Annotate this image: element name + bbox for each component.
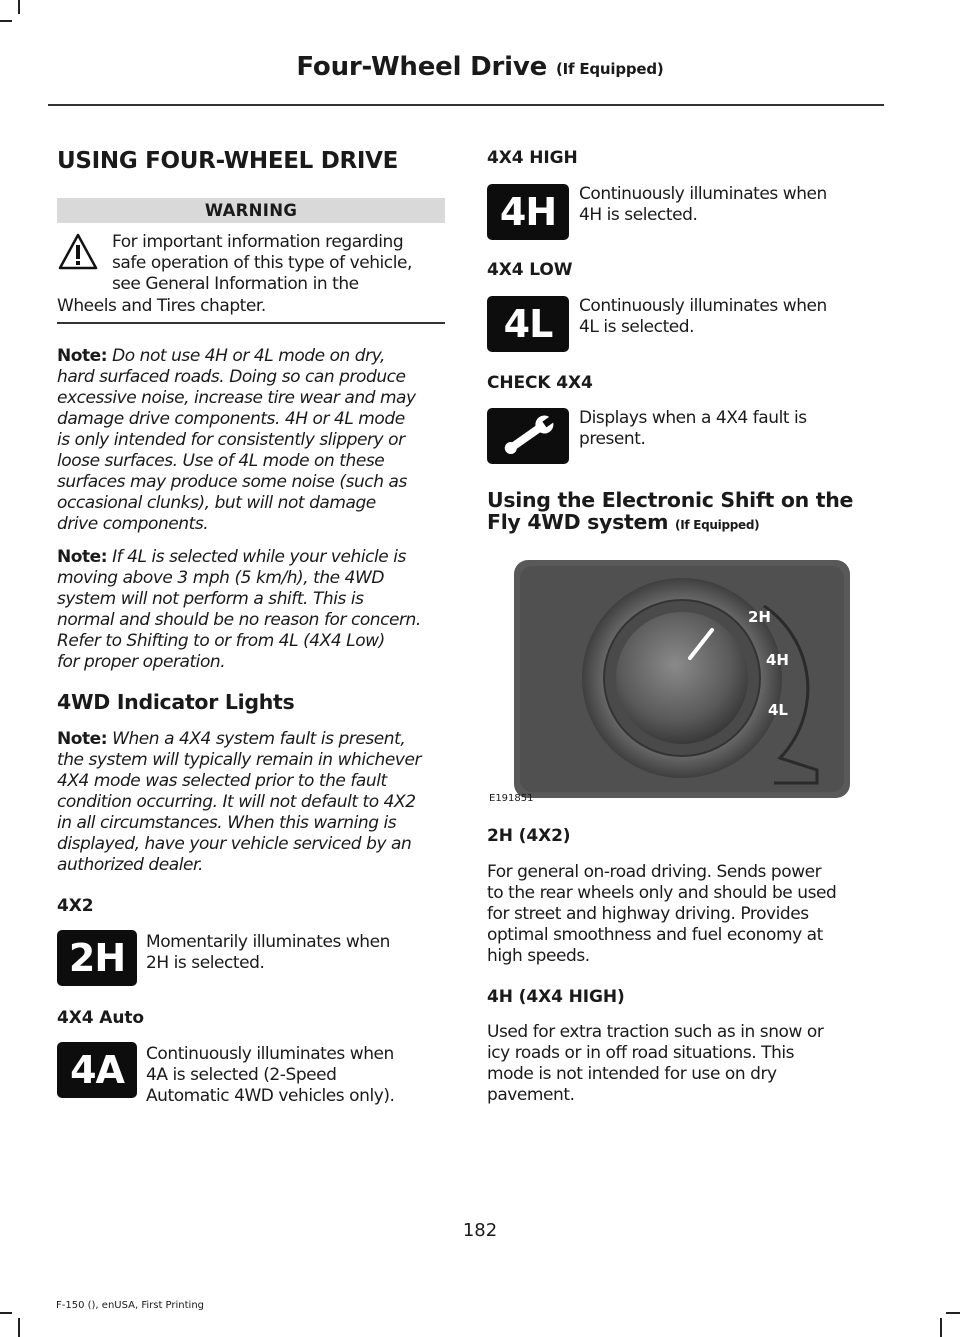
note-line: occasional clunks), but will not damage (57, 493, 376, 513)
mode-2h-heading: 2H (4X2) (487, 826, 571, 846)
mode-2h-line: high speeds. (487, 946, 590, 966)
indicator-4x4high-heading: 4X4 HIGH (487, 148, 578, 168)
header-title-suffix: (If Equipped) (555, 60, 664, 78)
note-line: damage drive components. 4H or 4L mode (57, 409, 405, 429)
mode-2h-line: optimal smoothness and fuel economy at (487, 925, 823, 945)
note-line: the system will typically remain in whichever (57, 750, 422, 770)
warning-line: safe operation of this type of vehicle, (112, 253, 412, 273)
note-line: normal and should be no reason for concern. (57, 610, 421, 630)
indicator-4l-icon: 4L (487, 296, 569, 352)
warning-label: WARNING (57, 198, 445, 223)
warning-line: see General Information in the (112, 274, 359, 294)
note-line: 4X4 mode was selected prior to the fault (57, 771, 387, 791)
indicator-desc-line: 4H is selected. (579, 205, 698, 225)
note-label: Note: (57, 346, 108, 366)
note-line: authorized dealer. (57, 855, 203, 875)
note-line: moving above 3 mph (5 km/h), the 4WD (57, 568, 385, 588)
mode-4h-line: icy roads or in off road situations. This (487, 1043, 795, 1063)
indicator-desc-line: Displays when a 4X4 fault is (579, 408, 807, 428)
indicator-check4x4-heading: CHECK 4X4 (487, 373, 593, 393)
page-header-title (0, 52, 960, 82)
mode-4h-line: Used for extra traction such as in snow or (487, 1022, 824, 1042)
header-divider (48, 104, 884, 106)
note-line: surfaces may produce some noise (such as (57, 472, 407, 492)
indicator-desc-line: Continuously illuminates when (579, 296, 827, 316)
indicator-4x4auto-heading: 4X4 Auto (57, 1008, 144, 1028)
eshift-heading-suffix: (If Equipped) (675, 518, 760, 532)
warning-divider (57, 322, 445, 324)
warning-triangle-icon (57, 232, 99, 272)
note-line: drive components. (57, 514, 209, 534)
note-line: for proper operation. (57, 652, 226, 672)
dial-label-4l: 4L (768, 701, 788, 719)
mode-2h-line: for street and highway driving. Provides (487, 904, 809, 924)
note-line: Refer to Shifting to or from 4L (4X4 Low) (57, 631, 385, 651)
indicator-desc-line: present. (579, 429, 646, 449)
indicator-2h-icon: 2H (57, 930, 137, 986)
indicator-4x2-heading: 4X2 (57, 896, 94, 916)
note-label: Note: (57, 547, 108, 567)
indicator-desc-line: 2H is selected. (146, 953, 265, 973)
section-heading: USING FOUR-WHEEL DRIVE (57, 148, 399, 174)
figure-code: E191851 (489, 793, 534, 804)
eshift-heading-text: Fly 4WD system (487, 510, 669, 534)
note-line (57, 346, 385, 367)
crop-mark-bottom-left-v (18, 1318, 20, 1337)
indicator-4x4low-heading: 4X4 LOW (487, 260, 573, 280)
indicator-desc-line: Continuously illuminates when (579, 184, 827, 204)
indicator-desc-line: 4A is selected (2-Speed (146, 1065, 337, 1085)
note-text: When a 4X4 system fault is present, (112, 729, 406, 749)
mode-4h-line: mode is not intended for use on dry (487, 1064, 777, 1084)
crop-mark-bottom-right-h (946, 1312, 960, 1314)
4wd-selector-dial-figure (512, 558, 852, 800)
note-label: Note: (57, 729, 108, 749)
eshift-heading-line1: Using the Electronic Shift on the (487, 488, 854, 512)
indicator-desc-line: Momentarily illuminates when (146, 932, 390, 952)
mode-2h-line: For general on-road driving. Sends power (487, 862, 822, 882)
note-line: system will not perform a shift. This is (57, 589, 364, 609)
note-line (57, 729, 405, 750)
note-line: hard surfaced roads. Doing so can produce (57, 367, 406, 387)
note-line: excessive noise, increase tire wear and may (57, 388, 416, 408)
wrench-icon (487, 408, 569, 464)
eshift-heading-line2 (487, 510, 759, 534)
page-number: 182 (462, 1220, 498, 1241)
mode-4h-heading: 4H (4X4 HIGH) (487, 987, 625, 1007)
indicator-desc-line: Continuously illuminates when (146, 1044, 394, 1064)
note-line: in all circumstances. When this warning is (57, 813, 397, 833)
note-line (57, 547, 406, 568)
mode-4h-line: pavement. (487, 1085, 575, 1105)
note-line: is only intended for consistently slippery or (57, 430, 405, 450)
indicator-lights-heading: 4WD Indicator Lights (57, 690, 295, 714)
crop-mark-top-left-v (18, 0, 20, 14)
indicator-4h-icon: 4H (487, 184, 569, 240)
note-line: condition occurring. It will not default to 4X2 (57, 792, 416, 812)
header-title-text: Four-Wheel Drive (296, 52, 548, 82)
crop-mark-top-left-h (0, 20, 12, 22)
dial-label-4h: 4H (766, 651, 789, 669)
indicator-desc-line: Automatic 4WD vehicles only). (146, 1086, 395, 1106)
crop-mark-bottom-right-v (940, 1318, 942, 1337)
note-text: Do not use 4H or 4L mode on dry, (112, 346, 385, 366)
crop-mark-bottom-left-h (0, 1312, 12, 1314)
note-line: displayed, have your vehicle serviced by an (57, 834, 412, 854)
mode-2h-line: to the rear wheels only and should be used (487, 883, 837, 903)
warning-line: For important information regarding (112, 232, 404, 252)
note-text: If 4L is selected while your vehicle is (112, 547, 406, 567)
print-footer: F-150 (), enUSA, First Printing (56, 1300, 205, 1311)
dial-label-2h: 2H (748, 608, 771, 626)
note-line: loose surfaces. Use of 4L mode on these (57, 451, 385, 471)
indicator-4a-icon: 4A (57, 1042, 137, 1098)
indicator-desc-line: 4L is selected. (579, 317, 695, 337)
warning-line: Wheels and Tires chapter. (57, 296, 266, 316)
